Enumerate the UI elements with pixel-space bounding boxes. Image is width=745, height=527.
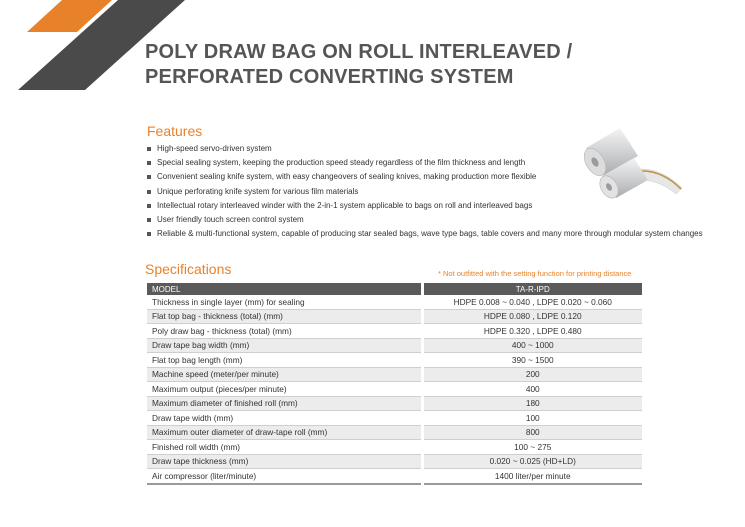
spec-value: 180 [422,396,642,411]
spec-value: 400 ~ 1000 [422,338,642,353]
spec-value: 800 [422,425,642,440]
square-bullet-icon [147,147,151,151]
table-row [147,411,642,426]
specifications-table [147,283,642,485]
feature-text: High-speed servo-driven system [157,144,272,153]
specifications-heading: Specifications [145,261,232,277]
table-row [147,454,642,469]
spec-value: 390 ~ 1500 [422,353,642,368]
printing-distance-note: * Not outfitted with the setting function for printing distance [438,269,632,278]
square-bullet-icon [147,190,151,194]
spec-label: Draw tape thickness (mm) [147,454,422,469]
spec-value: 400 [422,382,642,397]
spec-value: HDPE 0.008 ~ 0.040 , LDPE 0.020 ~ 0.060 [422,295,642,309]
features-heading: Features [147,123,203,139]
table-row [147,309,642,324]
spec-label: Flat top bag - thickness (total) (mm) [147,309,422,324]
spec-label: Draw tape width (mm) [147,411,422,426]
feature-item [147,213,703,227]
table-row [147,338,642,353]
spec-label: Maximum output (pieces/per minute) [147,382,422,397]
table-row [147,367,642,382]
title-line-2: PERFORATED CONVERTING SYSTEM [145,66,514,88]
table-header-row [147,283,642,295]
title-line-1: POLY DRAW BAG ON ROLL INTERLEAVED / [145,41,573,63]
table-row [147,382,642,397]
spec-label: Poly draw bag - thickness (total) (mm) [147,324,422,339]
spec-label: Air compressor (liter/minute) [147,469,422,484]
table-row [147,353,642,368]
spec-label: Maximum outer diameter of draw-tape roll (mm) [147,425,422,440]
table-row [147,396,642,411]
square-bullet-icon [147,161,151,165]
spec-label: Maximum diameter of finished roll (mm) [147,396,422,411]
spec-label: Thickness in single layer (mm) for sealing [147,295,422,309]
square-bullet-icon [147,232,151,236]
spec-label: Flat top bag length (mm) [147,353,422,368]
spec-value: HDPE 0.320 , LDPE 0.480 [422,324,642,339]
page-title [145,40,705,90]
spec-value: 200 [422,367,642,382]
spec-label: Finished roll width (mm) [147,440,422,455]
spec-value: 0.020 ~ 0.025 (HD+LD) [422,454,642,469]
feature-text: Unique perforating knife system for various film materials [157,186,359,196]
table-row [147,469,642,484]
table-row [147,440,642,455]
spec-value: 100 ~ 275 [422,440,642,455]
spec-value: HDPE 0.080 , LDPE 0.120 [422,309,642,324]
square-bullet-icon [147,204,151,208]
bag-roll-product-image [572,118,687,208]
table-row [147,425,642,440]
feature-text: User friendly touch screen control system [157,215,304,225]
feature-text: Convenient sealing knife system, with easy changeovers of sealing knives, making production more flexible [157,172,537,182]
spec-value: 1400 liter/per minute [422,469,642,484]
model-column-header: MODEL [147,283,422,295]
model-value-header: TA-R-IPD [422,283,642,295]
spec-label: Machine speed (meter/per minute) [147,367,422,382]
feature-text: Special sealing system, keeping the production speed steady regardless of the film thickness and length [157,158,526,168]
spec-value: 100 [422,411,642,426]
square-bullet-icon [147,175,151,179]
table-row [147,295,642,309]
feature-text: Reliable & multi-functional system, capable of producing star sealed bags, wave type bags, table covers and many more through modular system changes [157,229,703,239]
spec-label: Draw tape bag width (mm) [147,338,422,353]
table-row [147,324,642,339]
feature-text: Intellectual rotary interleaved winder with the 2-in-1 system applicable to bags on roll and interleaved bags [157,200,533,210]
square-bullet-icon [147,218,151,222]
feature-item [147,227,703,241]
